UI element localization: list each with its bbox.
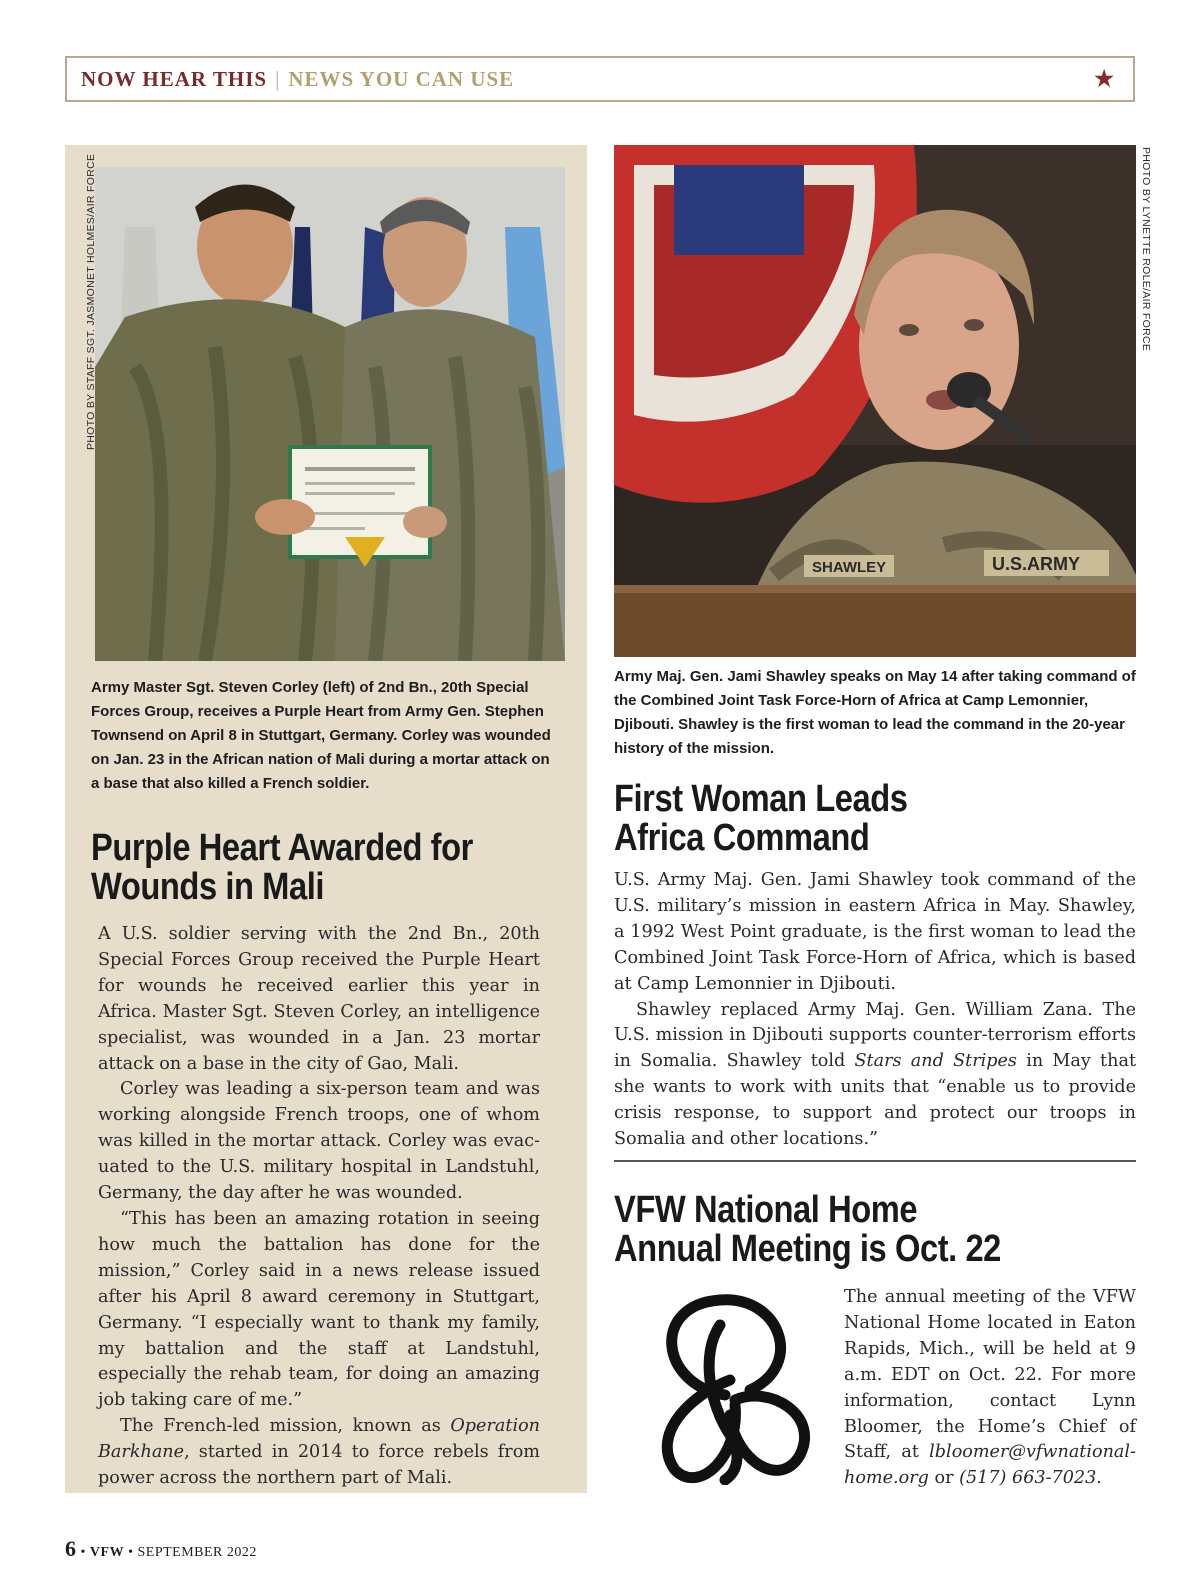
page-footer xyxy=(65,1536,257,1562)
photo-caption-right: Army Maj. Gen. Jami Shawley speaks on May 14 after taking command of the Combined Joint Task Force-Horn of Africa at Camp Lemonnier, Djibouti. Shawley is the first woman to lead the command in the 20-year history of the mission. xyxy=(614,668,1136,757)
operation-name: Operation Barkhane xyxy=(98,1416,540,1463)
purple-heart-headline xyxy=(91,829,573,907)
headline-line: First Woman Leads xyxy=(614,778,908,820)
footer-bullet: • xyxy=(128,1545,134,1560)
text-run: Shawley replaced Army Maj. Gen. William Zana. The U.S. mission in Djibouti supports counter-terrorism efforts in Somalia. Shawley told xyxy=(614,999,1136,1072)
shawley-speaking-photo xyxy=(614,145,1136,657)
headline-line: VFW National Home xyxy=(614,1189,918,1231)
issue-date: SEPTEMBER 2022 xyxy=(137,1545,257,1560)
first-woman-article-body xyxy=(614,868,1136,1153)
svg-text:U.S.ARMY: U.S.ARMY xyxy=(992,554,1081,574)
article-paragraph: “This has been an amazing rotation in seeing how much the battalion has done for the mission,” Corley said in a news release issued after his April 8 award ceremony in Stuttgart, Germany. “I especially want to thank my family, my battalion and the staff at Landstuhl, especially the rehab team, for doing an amazing job taking care of me.” xyxy=(98,1208,540,1411)
article-paragraph: U.S. Army Maj. Gen. Jami Shawley took command of the U.S. military’s mission in eastern Africa in May. Shawley, a 1992 West Point graduate, is the first woman to lead the Combined Joint Task Force-Horn of Africa, which is based at Camp Lemonnier in Djibouti. xyxy=(614,870,1136,994)
headline-line: Africa Command xyxy=(614,817,870,859)
star-icon: ★ xyxy=(1094,66,1115,91)
article-paragraph xyxy=(98,1414,540,1492)
purple-heart-article-body xyxy=(98,922,540,1492)
vfw-meeting-headline xyxy=(614,1191,1130,1269)
article-paragraph xyxy=(614,998,1136,1153)
first-woman-headline xyxy=(614,780,1130,858)
publication-name: Stars and Stripes xyxy=(854,1051,1017,1072)
contact-phone[interactable]: (517) 663-7023 xyxy=(959,1468,1097,1489)
footer-bullet: • xyxy=(80,1545,86,1560)
photo-caption-left: Army Master Sgt. Steven Corley (left) of 2nd Bn., 20th Special Forces Group, receives a Purple Heart from Army Gen. Stephen Townsend on April 8 in Stuttgart, Germany. Corley was wounded on Jan. 23 in the African nation of Mali during a mortar attack on a base that also killed a French soldier. xyxy=(91,679,551,792)
photo-credit-right: PHOTO BY LYNETTE ROLE/AIR FORCE xyxy=(1140,147,1152,352)
text-run: in May that she wants to work with units that “enable us to provide crisis response, to support and protect our troops in Somalia and other locations.” xyxy=(614,1051,1137,1150)
headline-line: Purple Heart Awarded for xyxy=(91,827,473,869)
text-run: or xyxy=(928,1468,960,1489)
text-run: The French-led mission, known as xyxy=(120,1416,451,1437)
article-paragraph: A U.S. soldier serving with the 2nd Bn., 20th Special Forces Group received the Purple Heart for wounds he received earlier this year in Africa. Master Sgt. Steven Corley, an intelligence specialist, was wounded in a Jan. 23 mortar attack on a base in the city of Gao, Mali. xyxy=(98,924,540,1074)
headline-line: Wounds in Mali xyxy=(91,866,325,908)
contact-email[interactable]: lbloomer@vfwnationalhome.org xyxy=(844,1442,1136,1489)
section-subtitle: NEWS YOU CAN USE xyxy=(288,66,515,91)
article-paragraph: Corley was leading a six-person team and was working alongside French troops, one of whom was killed in the mortar attack. Corley was evacuated to the U.S. military hospital in Landstuhl, Germany, the day after he was wounded. xyxy=(98,1079,540,1204)
publication-name: VFW xyxy=(89,1545,125,1560)
photo-credit-left: PHOTO BY STAFF SGT. JASMONET HOLMES/AIR FORCE xyxy=(85,153,97,450)
section-title: NOW HEAR THIS xyxy=(81,66,268,91)
svg-text:SHAWLEY: SHAWLEY xyxy=(812,559,887,576)
vfw-meeting-body xyxy=(844,1285,1136,1492)
text-run: . xyxy=(1096,1468,1102,1489)
page-number: 6 xyxy=(65,1536,77,1561)
header-separator: | xyxy=(275,66,281,91)
text-run: , started in 2014 to force rebels from power across the northern part of Mali. xyxy=(98,1442,540,1489)
text-run: The annual meeting of the VFW National Home located in Eaton Rapids, Mich., will be held at 9 a.m. EDT on Oct. 22. For more information, contact Lynn Bloomer, the Home’s Chief of Staff, at xyxy=(844,1287,1136,1463)
section-divider xyxy=(614,1160,1136,1162)
vfw-national-home-logo xyxy=(630,1285,825,1485)
article-paragraph xyxy=(844,1285,1136,1492)
purple-heart-ceremony-photo xyxy=(95,167,565,661)
headline-line: Annual Meeting is Oct. 22 xyxy=(614,1228,1001,1270)
section-header xyxy=(65,56,1135,102)
